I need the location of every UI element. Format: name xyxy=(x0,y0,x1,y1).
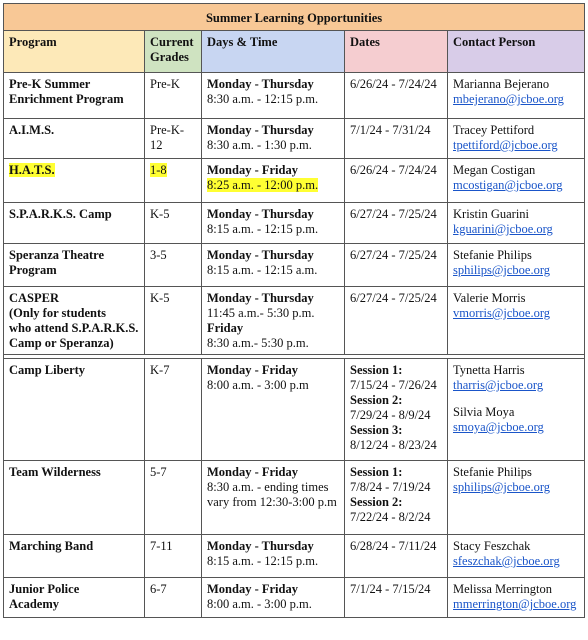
days-cell xyxy=(202,203,345,244)
grades-highlighted: 1-8 xyxy=(150,163,167,177)
contact-email-link[interactable]: mmerrington@jcboe.org xyxy=(453,597,577,611)
session-range: 7/8/24 - 7/19/24 xyxy=(350,480,431,494)
session-label: Session 1: xyxy=(350,363,403,377)
contact-email-link[interactable]: mcostigan@jcboe.org xyxy=(453,178,563,192)
summer-programs-document xyxy=(3,3,584,618)
time-text: 8:30 a.m. - 12:15 p.m. xyxy=(207,92,319,106)
table-row xyxy=(4,159,585,203)
grades-cell: K-5 xyxy=(145,203,202,244)
contact-email-link[interactable]: tharris@jcboe.org xyxy=(453,378,544,392)
table-row xyxy=(4,287,585,355)
time-text: 8:30 a.m. - 1:30 p.m. xyxy=(207,138,312,152)
days-text: Monday - Friday xyxy=(207,582,298,596)
header-grades-line2: Grades xyxy=(150,50,189,64)
time-text: 8:30 a.m. - ending times xyxy=(207,480,329,494)
contact-name: Silvia Moya xyxy=(453,405,515,419)
dates-cell: 6/28/24 - 7/11/24 xyxy=(345,535,448,578)
table-row xyxy=(4,535,585,578)
program-name xyxy=(4,73,145,119)
program-name xyxy=(4,535,145,578)
contact-cell xyxy=(448,359,585,461)
contact-name: Tynetta Harris xyxy=(453,363,525,377)
program-line: Team Wilderness xyxy=(9,465,101,479)
title-row xyxy=(4,4,585,31)
contact-email-link[interactable]: sphilips@jcboe.org xyxy=(453,480,551,494)
program-line: who attend S.P.A.R.K.S. xyxy=(9,321,139,335)
time-text: 11:45 a.m.- 5:30 p.m. xyxy=(207,306,315,320)
contact-email-link[interactable]: smoya@jcboe.org xyxy=(453,420,544,434)
dates-cell: 7/1/24 - 7/15/24 xyxy=(345,578,448,618)
grades-cell: 6-7 xyxy=(145,578,202,618)
table-row xyxy=(4,578,585,618)
dates-cell xyxy=(345,461,448,535)
contact-name: Stacy Feszchak xyxy=(453,539,531,553)
session-label: Session 2: xyxy=(350,393,403,407)
dates-cell: 6/27/24 - 7/25/24 xyxy=(345,287,448,355)
time-text: 8:15 a.m. - 12:15 p.m. xyxy=(207,222,319,236)
table-row xyxy=(4,244,585,287)
program-name xyxy=(4,578,145,618)
table-row xyxy=(4,73,585,119)
contact-cell xyxy=(448,578,585,618)
table-row xyxy=(4,119,585,159)
program-name xyxy=(4,119,145,159)
session-range: 7/29/24 - 8/9/24 xyxy=(350,408,431,422)
header-program: Program xyxy=(4,31,145,73)
program-name xyxy=(4,461,145,535)
program-line: S.P.A.R.K.S. Camp xyxy=(9,207,112,221)
days-cell xyxy=(202,119,345,159)
program-name xyxy=(4,244,145,287)
programs-table xyxy=(3,3,585,618)
time-text: 8:30 a.m.- 5:30 p.m. xyxy=(207,336,309,350)
days-cell xyxy=(202,461,345,535)
contact-name: Stefanie Philips xyxy=(453,465,532,479)
contact-email-link[interactable]: sphilips@jcboe.org xyxy=(453,263,551,277)
table-row xyxy=(4,203,585,244)
days-text: Monday - Friday xyxy=(207,363,298,377)
contact-cell xyxy=(448,203,585,244)
program-line: Speranza Theatre xyxy=(9,248,105,262)
contact-name: Marianna Bejerano xyxy=(453,77,550,91)
program-line: Academy xyxy=(9,597,59,611)
session-label: Session 2: xyxy=(350,495,403,509)
contact-cell xyxy=(448,244,585,287)
grades-cell: K-5 xyxy=(145,287,202,355)
time-text: 8:15 a.m. - 12:15 a.m. xyxy=(207,263,318,277)
grades-cell: 3-5 xyxy=(145,244,202,287)
header-row xyxy=(4,31,585,73)
grades-cell: 7-11 xyxy=(145,535,202,578)
contact-name: Tracey Pettiford xyxy=(453,123,535,137)
grades-cell xyxy=(145,159,202,203)
days-text: Monday - Thursday xyxy=(207,207,314,221)
days-text: Monday - Friday xyxy=(207,465,298,479)
time-text: 8:00 a.m. - 3:00 p.m. xyxy=(207,597,312,611)
session-label: Session 3: xyxy=(350,423,403,437)
time-extra-text: vary from 12:30-3:00 p.m xyxy=(207,495,337,509)
program-line: Junior Police xyxy=(9,582,80,596)
contact-email-link[interactable]: kguarini@jcboe.org xyxy=(453,222,553,236)
session-range: 7/15/24 - 7/26/24 xyxy=(350,378,437,392)
days-text: Monday - Thursday xyxy=(207,77,314,91)
time-text-highlighted: 8:25 a.m. - 12:00 p.m. xyxy=(207,178,319,192)
dates-cell: 6/27/24 - 7/25/24 xyxy=(345,203,448,244)
program-name xyxy=(4,203,145,244)
days-cell xyxy=(202,578,345,618)
contact-name: Melissa Merrington xyxy=(453,582,552,596)
header-grades xyxy=(145,31,202,73)
program-line: (Only for students xyxy=(9,306,107,320)
days-cell xyxy=(202,359,345,461)
contact-cell xyxy=(448,119,585,159)
contact-email-link[interactable]: mbejerano@jcboe.org xyxy=(453,92,564,106)
grades-cell: Pre-K xyxy=(145,73,202,119)
contact-cell xyxy=(448,287,585,355)
days-cell xyxy=(202,159,345,203)
header-days: Days & Time xyxy=(202,31,345,73)
days-text: Friday xyxy=(207,321,244,335)
session-label: Session 1: xyxy=(350,465,403,479)
program-line: A.I.M.S. xyxy=(9,123,55,137)
session-range: 8/12/24 - 8/23/24 xyxy=(350,438,437,452)
program-line: Camp Liberty xyxy=(9,363,86,377)
dates-cell: 7/1/24 - 7/31/24 xyxy=(345,119,448,159)
table-title: Summer Learning Opportunities xyxy=(4,4,585,31)
grades-cell: K-7 xyxy=(145,359,202,461)
contact-cell xyxy=(448,159,585,203)
program-line: Marching Band xyxy=(9,539,94,553)
days-cell xyxy=(202,244,345,287)
header-contact: Contact Person xyxy=(448,31,585,73)
program-name xyxy=(4,287,145,355)
days-text: Monday - Friday xyxy=(207,163,298,177)
days-cell xyxy=(202,535,345,578)
days-text: Monday - Thursday xyxy=(207,123,314,137)
header-grades-line1: Current xyxy=(150,35,194,49)
days-text: Monday - Thursday xyxy=(207,248,314,262)
time-text: 8:15 a.m. - 12:15 p.m. xyxy=(207,554,319,568)
header-dates: Dates xyxy=(345,31,448,73)
contact-cell xyxy=(448,73,585,119)
contact-cell xyxy=(448,461,585,535)
grades-cell: Pre-K-12 xyxy=(145,119,202,159)
dates-cell xyxy=(345,359,448,461)
dates-cell: 6/27/24 - 7/25/24 xyxy=(345,244,448,287)
program-line: Camp or Speranza) xyxy=(9,336,114,350)
days-text: Monday - Thursday xyxy=(207,539,314,553)
program-line: Enrichment Program xyxy=(9,92,124,106)
contact-name: Megan Costigan xyxy=(453,163,536,177)
program-line: CASPER xyxy=(9,291,60,305)
contact-name: Valerie Morris xyxy=(453,291,526,305)
session-range: 7/22/24 - 8/2/24 xyxy=(350,510,431,524)
dates-cell: 6/26/24 - 7/24/24 xyxy=(345,73,448,119)
days-text: Monday - Thursday xyxy=(207,291,314,305)
dates-cell: 6/26/24 - 7/24/24 xyxy=(345,159,448,203)
program-name xyxy=(4,159,145,203)
contact-email-link[interactable]: sfeszchak@jcboe.org xyxy=(453,554,560,568)
contact-name: Kristin Guarini xyxy=(453,207,530,221)
table-row xyxy=(4,461,585,535)
program-line-highlighted: H.A.T.S. xyxy=(9,163,55,177)
contact-cell xyxy=(448,535,585,578)
days-cell xyxy=(202,287,345,355)
program-line: Pre-K Summer xyxy=(9,77,91,91)
table-row xyxy=(4,359,585,461)
contact-name: Stefanie Philips xyxy=(453,248,532,262)
time-text: 8:00 a.m. - 3:00 p.m xyxy=(207,378,309,392)
contact-email-link[interactable]: tpettiford@jcboe.org xyxy=(453,138,558,152)
grades-cell: 5-7 xyxy=(145,461,202,535)
contact-email-link[interactable]: vmorris@jcboe.org xyxy=(453,306,551,320)
days-cell xyxy=(202,73,345,119)
program-name xyxy=(4,359,145,461)
program-line: Program xyxy=(9,263,57,277)
